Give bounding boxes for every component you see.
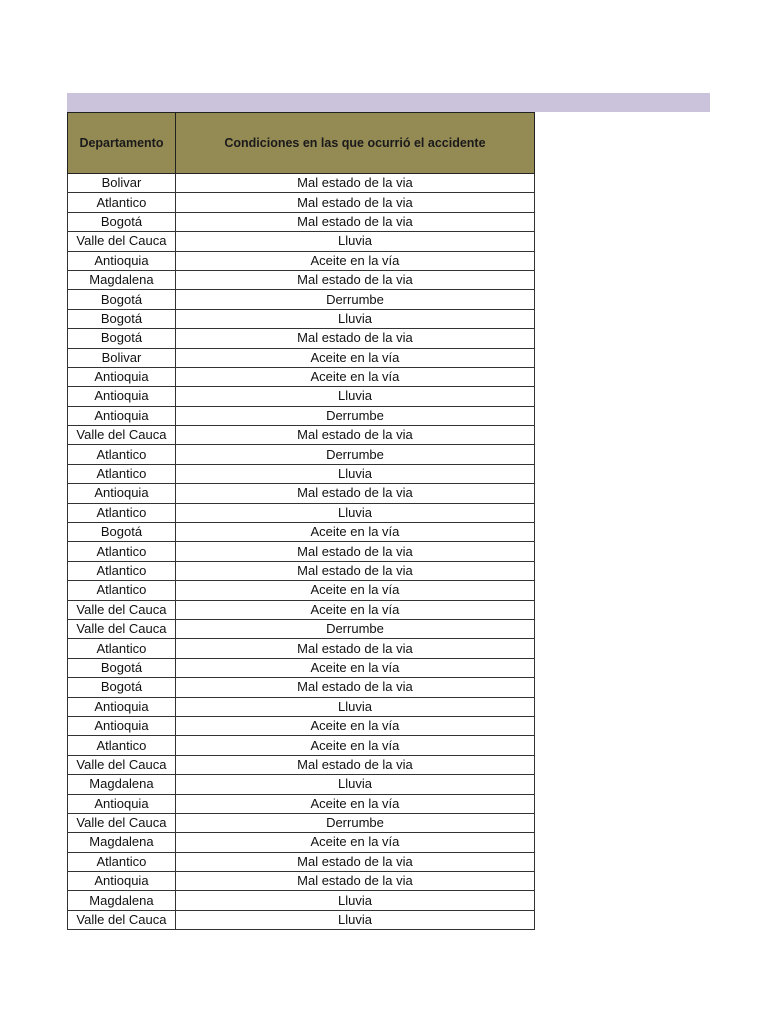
cell-condicion: Mal estado de la via [175, 329, 534, 348]
cell-condicion: Mal estado de la via [175, 755, 534, 774]
table-row [68, 736, 535, 755]
cell-condicion: Aceite en la vía [175, 736, 534, 755]
table-row [68, 503, 535, 522]
header-condiciones: Condiciones en las que ocurrió el accidente [175, 113, 534, 174]
cell-condicion: Aceite en la vía [175, 523, 534, 542]
table-row [68, 561, 535, 580]
cell-condicion: Lluvia [175, 910, 534, 929]
cell-departamento: Atlantico [68, 639, 176, 658]
cell-departamento: Atlantico [68, 193, 176, 212]
cell-departamento: Atlantico [68, 503, 176, 522]
cell-departamento: Valle del Cauca [68, 755, 176, 774]
cell-departamento: Bogotá [68, 329, 176, 348]
cell-departamento: Bogotá [68, 290, 176, 309]
table-row [68, 232, 535, 251]
table-row [68, 872, 535, 891]
table-row [68, 387, 535, 406]
table-row [68, 910, 535, 929]
cell-departamento: Valle del Cauca [68, 910, 176, 929]
cell-departamento: Magdalena [68, 891, 176, 910]
table-row [68, 348, 535, 367]
table-header-row [68, 113, 535, 174]
cell-departamento: Atlantico [68, 561, 176, 580]
cell-condicion: Derrumbe [175, 619, 534, 638]
table-row [68, 542, 535, 561]
cell-departamento: Atlantico [68, 852, 176, 871]
cell-condicion: Mal estado de la via [175, 852, 534, 871]
cell-departamento: Antioquia [68, 387, 176, 406]
cell-condicion: Lluvia [175, 309, 534, 328]
table-row [68, 290, 535, 309]
table-row [68, 697, 535, 716]
cell-condicion: Lluvia [175, 387, 534, 406]
accidents-table [67, 112, 535, 930]
cell-departamento: Antioquia [68, 794, 176, 813]
table-row [68, 367, 535, 386]
table-row [68, 270, 535, 289]
header-departamento: Departamento [68, 113, 176, 174]
cell-condicion: Mal estado de la via [175, 426, 534, 445]
cell-condicion: Aceite en la vía [175, 251, 534, 270]
cell-departamento: Atlantico [68, 542, 176, 561]
table-row [68, 523, 535, 542]
table-row [68, 794, 535, 813]
table-row [68, 309, 535, 328]
title-band [67, 93, 710, 112]
cell-departamento: Valle del Cauca [68, 619, 176, 638]
cell-condicion: Mal estado de la via [175, 561, 534, 580]
cell-departamento: Magdalena [68, 833, 176, 852]
cell-condicion: Mal estado de la via [175, 542, 534, 561]
cell-departamento: Bogotá [68, 523, 176, 542]
table-row [68, 813, 535, 832]
table-row [68, 658, 535, 677]
table-row [68, 329, 535, 348]
cell-condicion: Derrumbe [175, 445, 534, 464]
cell-departamento: Antioquia [68, 716, 176, 735]
cell-condicion: Mal estado de la via [175, 174, 534, 193]
cell-condicion: Aceite en la vía [175, 367, 534, 386]
cell-departamento: Atlantico [68, 445, 176, 464]
table-row [68, 891, 535, 910]
table-row [68, 755, 535, 774]
table-row [68, 193, 535, 212]
cell-condicion: Lluvia [175, 503, 534, 522]
cell-departamento: Atlantico [68, 581, 176, 600]
table-row [68, 600, 535, 619]
table-body [68, 174, 535, 930]
table-row [68, 464, 535, 483]
table-row [68, 212, 535, 231]
table-row [68, 775, 535, 794]
cell-condicion: Mal estado de la via [175, 872, 534, 891]
cell-departamento: Antioquia [68, 697, 176, 716]
cell-condicion: Mal estado de la via [175, 484, 534, 503]
cell-departamento: Magdalena [68, 270, 176, 289]
cell-departamento: Magdalena [68, 775, 176, 794]
cell-departamento: Valle del Cauca [68, 813, 176, 832]
cell-condicion: Mal estado de la via [175, 212, 534, 231]
table-row [68, 581, 535, 600]
table-row [68, 852, 535, 871]
cell-condicion: Aceite en la vía [175, 581, 534, 600]
table-row [68, 716, 535, 735]
cell-departamento: Valle del Cauca [68, 600, 176, 619]
cell-departamento: Bogotá [68, 309, 176, 328]
cell-condicion: Mal estado de la via [175, 678, 534, 697]
cell-condicion: Mal estado de la via [175, 270, 534, 289]
cell-condicion: Derrumbe [175, 290, 534, 309]
table-row [68, 678, 535, 697]
cell-departamento: Antioquia [68, 367, 176, 386]
table-row [68, 406, 535, 425]
cell-departamento: Bogotá [68, 678, 176, 697]
cell-condicion: Aceite en la vía [175, 794, 534, 813]
table-row [68, 484, 535, 503]
cell-departamento: Atlantico [68, 464, 176, 483]
cell-departamento: Bolivar [68, 174, 176, 193]
cell-condicion: Aceite en la vía [175, 658, 534, 677]
cell-condicion: Lluvia [175, 464, 534, 483]
cell-departamento: Valle del Cauca [68, 232, 176, 251]
table-row [68, 619, 535, 638]
table-row [68, 833, 535, 852]
cell-departamento: Antioquia [68, 872, 176, 891]
cell-departamento: Bogotá [68, 212, 176, 231]
cell-condicion: Lluvia [175, 775, 534, 794]
table-row [68, 251, 535, 270]
cell-condicion: Aceite en la vía [175, 600, 534, 619]
cell-condicion: Lluvia [175, 697, 534, 716]
cell-condicion: Mal estado de la via [175, 639, 534, 658]
cell-condicion: Lluvia [175, 232, 534, 251]
cell-condicion: Aceite en la vía [175, 348, 534, 367]
table-row [68, 639, 535, 658]
cell-condicion: Mal estado de la via [175, 193, 534, 212]
cell-departamento: Antioquia [68, 251, 176, 270]
cell-departamento: Valle del Cauca [68, 426, 176, 445]
cell-departamento: Atlantico [68, 736, 176, 755]
cell-departamento: Antioquia [68, 484, 176, 503]
cell-condicion: Aceite en la vía [175, 833, 534, 852]
cell-departamento: Bolivar [68, 348, 176, 367]
cell-condicion: Derrumbe [175, 406, 534, 425]
cell-departamento: Antioquia [68, 406, 176, 425]
cell-condicion: Lluvia [175, 891, 534, 910]
table-row [68, 174, 535, 193]
cell-condicion: Aceite en la vía [175, 716, 534, 735]
cell-condicion: Derrumbe [175, 813, 534, 832]
cell-departamento: Bogotá [68, 658, 176, 677]
table-row [68, 445, 535, 464]
table-row [68, 426, 535, 445]
